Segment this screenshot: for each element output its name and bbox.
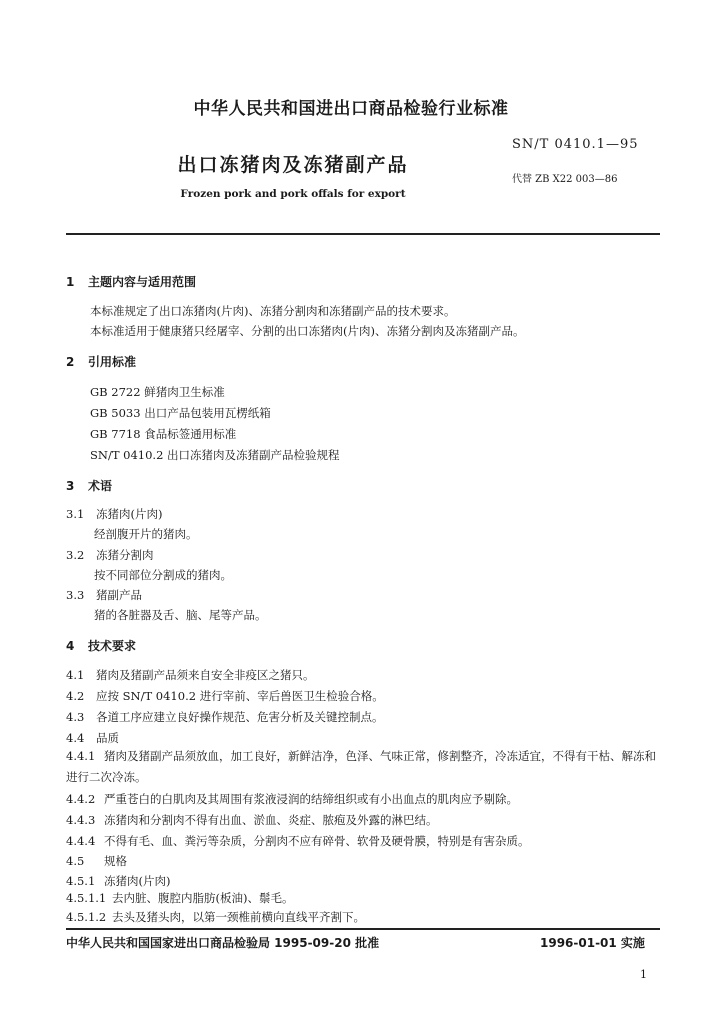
reference-item: GB 7718 食品标签通用标准 [90, 427, 237, 441]
clause-number: 4.5.1.2 [66, 910, 107, 924]
clause [66, 833, 530, 849]
paragraph: 本标准规定了出口冻猪肉(片肉)、冻猪分割肉和冻猪副产品的技术要求。 [90, 304, 456, 318]
section-number: 2 [66, 355, 75, 369]
approval-statement: 中华人民共和国国家进出口商品检验局 1995-09-20 批准 [66, 936, 380, 950]
section-3-heading [66, 477, 112, 494]
clause-text: 冻猪肉(片肉) [104, 874, 171, 888]
clause-number: 4.3 [66, 710, 85, 724]
section-number: 4 [66, 639, 75, 653]
term-heading [66, 587, 142, 603]
term-definition: 经剖腹开片的猪肉。 [94, 527, 198, 541]
clause [66, 812, 438, 828]
term-name: 猪副产品 [96, 588, 142, 602]
section-number: 1 [66, 275, 75, 289]
section-number: 3 [66, 479, 75, 493]
term-definition: 猪的各脏器及舌、脑、尾等产品。 [94, 608, 267, 622]
clause [66, 873, 170, 889]
section-title: 技术要求 [88, 639, 137, 653]
document-title: 出口冻猪肉及冻猪副产品 [177, 154, 409, 176]
clause-number: 4.4.1 [66, 749, 96, 763]
clause-number: 4.5.1 [66, 874, 96, 888]
header-divider [66, 233, 660, 235]
term-heading [66, 506, 162, 522]
term-name: 冻猪分割肉 [96, 548, 154, 562]
clause-text: 严重苍白的白肌肉及其周围有浆液浸润的结缔组织或有小出血点的肌肉应予剔除。 [104, 792, 518, 806]
clause-number: 4.4 [66, 731, 85, 745]
section-1-heading [66, 273, 196, 290]
reference-item: GB 5033 出口产品包装用瓦楞纸箱 [90, 406, 271, 420]
section-title: 主题内容与适用范围 [88, 275, 197, 289]
paragraph: 本标准适用于健康猪只经屠宰、分割的出口冻猪肉(片肉)、冻猪分割肉及冻猪副产品。 [90, 324, 525, 338]
clause-text: 品质 [96, 731, 119, 745]
term-number: 3.1 [66, 507, 85, 521]
term-heading [66, 547, 154, 563]
standard-number: SN/T 0410.1—95 [512, 137, 639, 152]
clause-number: 4.5.1.1 [66, 891, 107, 905]
term-number: 3.3 [66, 588, 85, 602]
clause [66, 909, 365, 925]
clause [66, 709, 384, 725]
clause-number: 4.4.3 [66, 813, 96, 827]
clause-text: 各道工序应建立良好操作规范、危害分析及关键控制点。 [96, 710, 384, 724]
clause-number: 4.4.4 [66, 834, 96, 848]
clause-text: 冻猪肉和分割肉不得有出血、淤血、炎症、脓疱及外露的淋巴结。 [104, 813, 438, 827]
clause [66, 853, 127, 869]
term-definition: 按不同部位分割成的猪肉。 [94, 568, 232, 582]
clause-number: 4.2 [66, 689, 85, 703]
section-4-heading [66, 637, 136, 654]
replaced-standard-code: 代替 ZB X22 003—86 [512, 174, 618, 185]
implementation-date: 1996-01-01 实施 [540, 936, 645, 950]
clause-number: 4.5 [66, 854, 85, 868]
section-2-heading [66, 353, 136, 370]
clause-text: 去内脏、腹腔内脂肪(板油)、鬃毛。 [112, 891, 294, 905]
document-subtitle-english: Frozen pork and pork offals for export [180, 188, 406, 200]
reference-item: GB 2722 鲜猪肉卫生标准 [90, 385, 225, 399]
clause-text: 应按 SN/T 0410.2 进行宰前、宰后兽医卫生检验合格。 [96, 689, 384, 703]
clause-text: 猪肉及猪副产品须放血，加工良好，新鲜洁净，色泽、气味正常，修割整齐，冷冻适宜，不得有干枯、解冻和进行二次冷冻。 [66, 749, 656, 784]
clause [66, 688, 384, 704]
clause-text: 规格 [104, 854, 127, 868]
footer-divider [66, 928, 660, 930]
term-number: 3.2 [66, 548, 85, 562]
clause-number: 4.1 [66, 668, 85, 682]
clause-number: 4.4.2 [66, 792, 96, 806]
clause-wrapped [66, 746, 660, 788]
clause-text: 猪肉及猪副产品须来自安全非疫区之猪只。 [96, 668, 315, 682]
page-number: 1 [640, 968, 647, 981]
reference-item: SN/T 0410.2 出口冻猪肉及冻猪副产品检验规程 [90, 448, 340, 462]
clause [66, 730, 119, 746]
clause [66, 890, 293, 906]
term-name: 冻猪肉(片肉) [96, 507, 163, 521]
clause [66, 667, 315, 683]
clause [66, 791, 518, 807]
issuing-body-title: 中华人民共和国进出口商品检验行业标准 [193, 99, 509, 119]
section-title: 引用标准 [88, 355, 137, 369]
clause-text: 不得有毛、血、粪污等杂质，分割肉不应有碎骨、软骨及硬骨膜，特别是有害杂质。 [104, 834, 530, 848]
clause-text: 去头及猪头肉，以第一颈椎前横向直线平齐割下。 [112, 910, 365, 924]
section-title: 术语 [88, 479, 113, 493]
